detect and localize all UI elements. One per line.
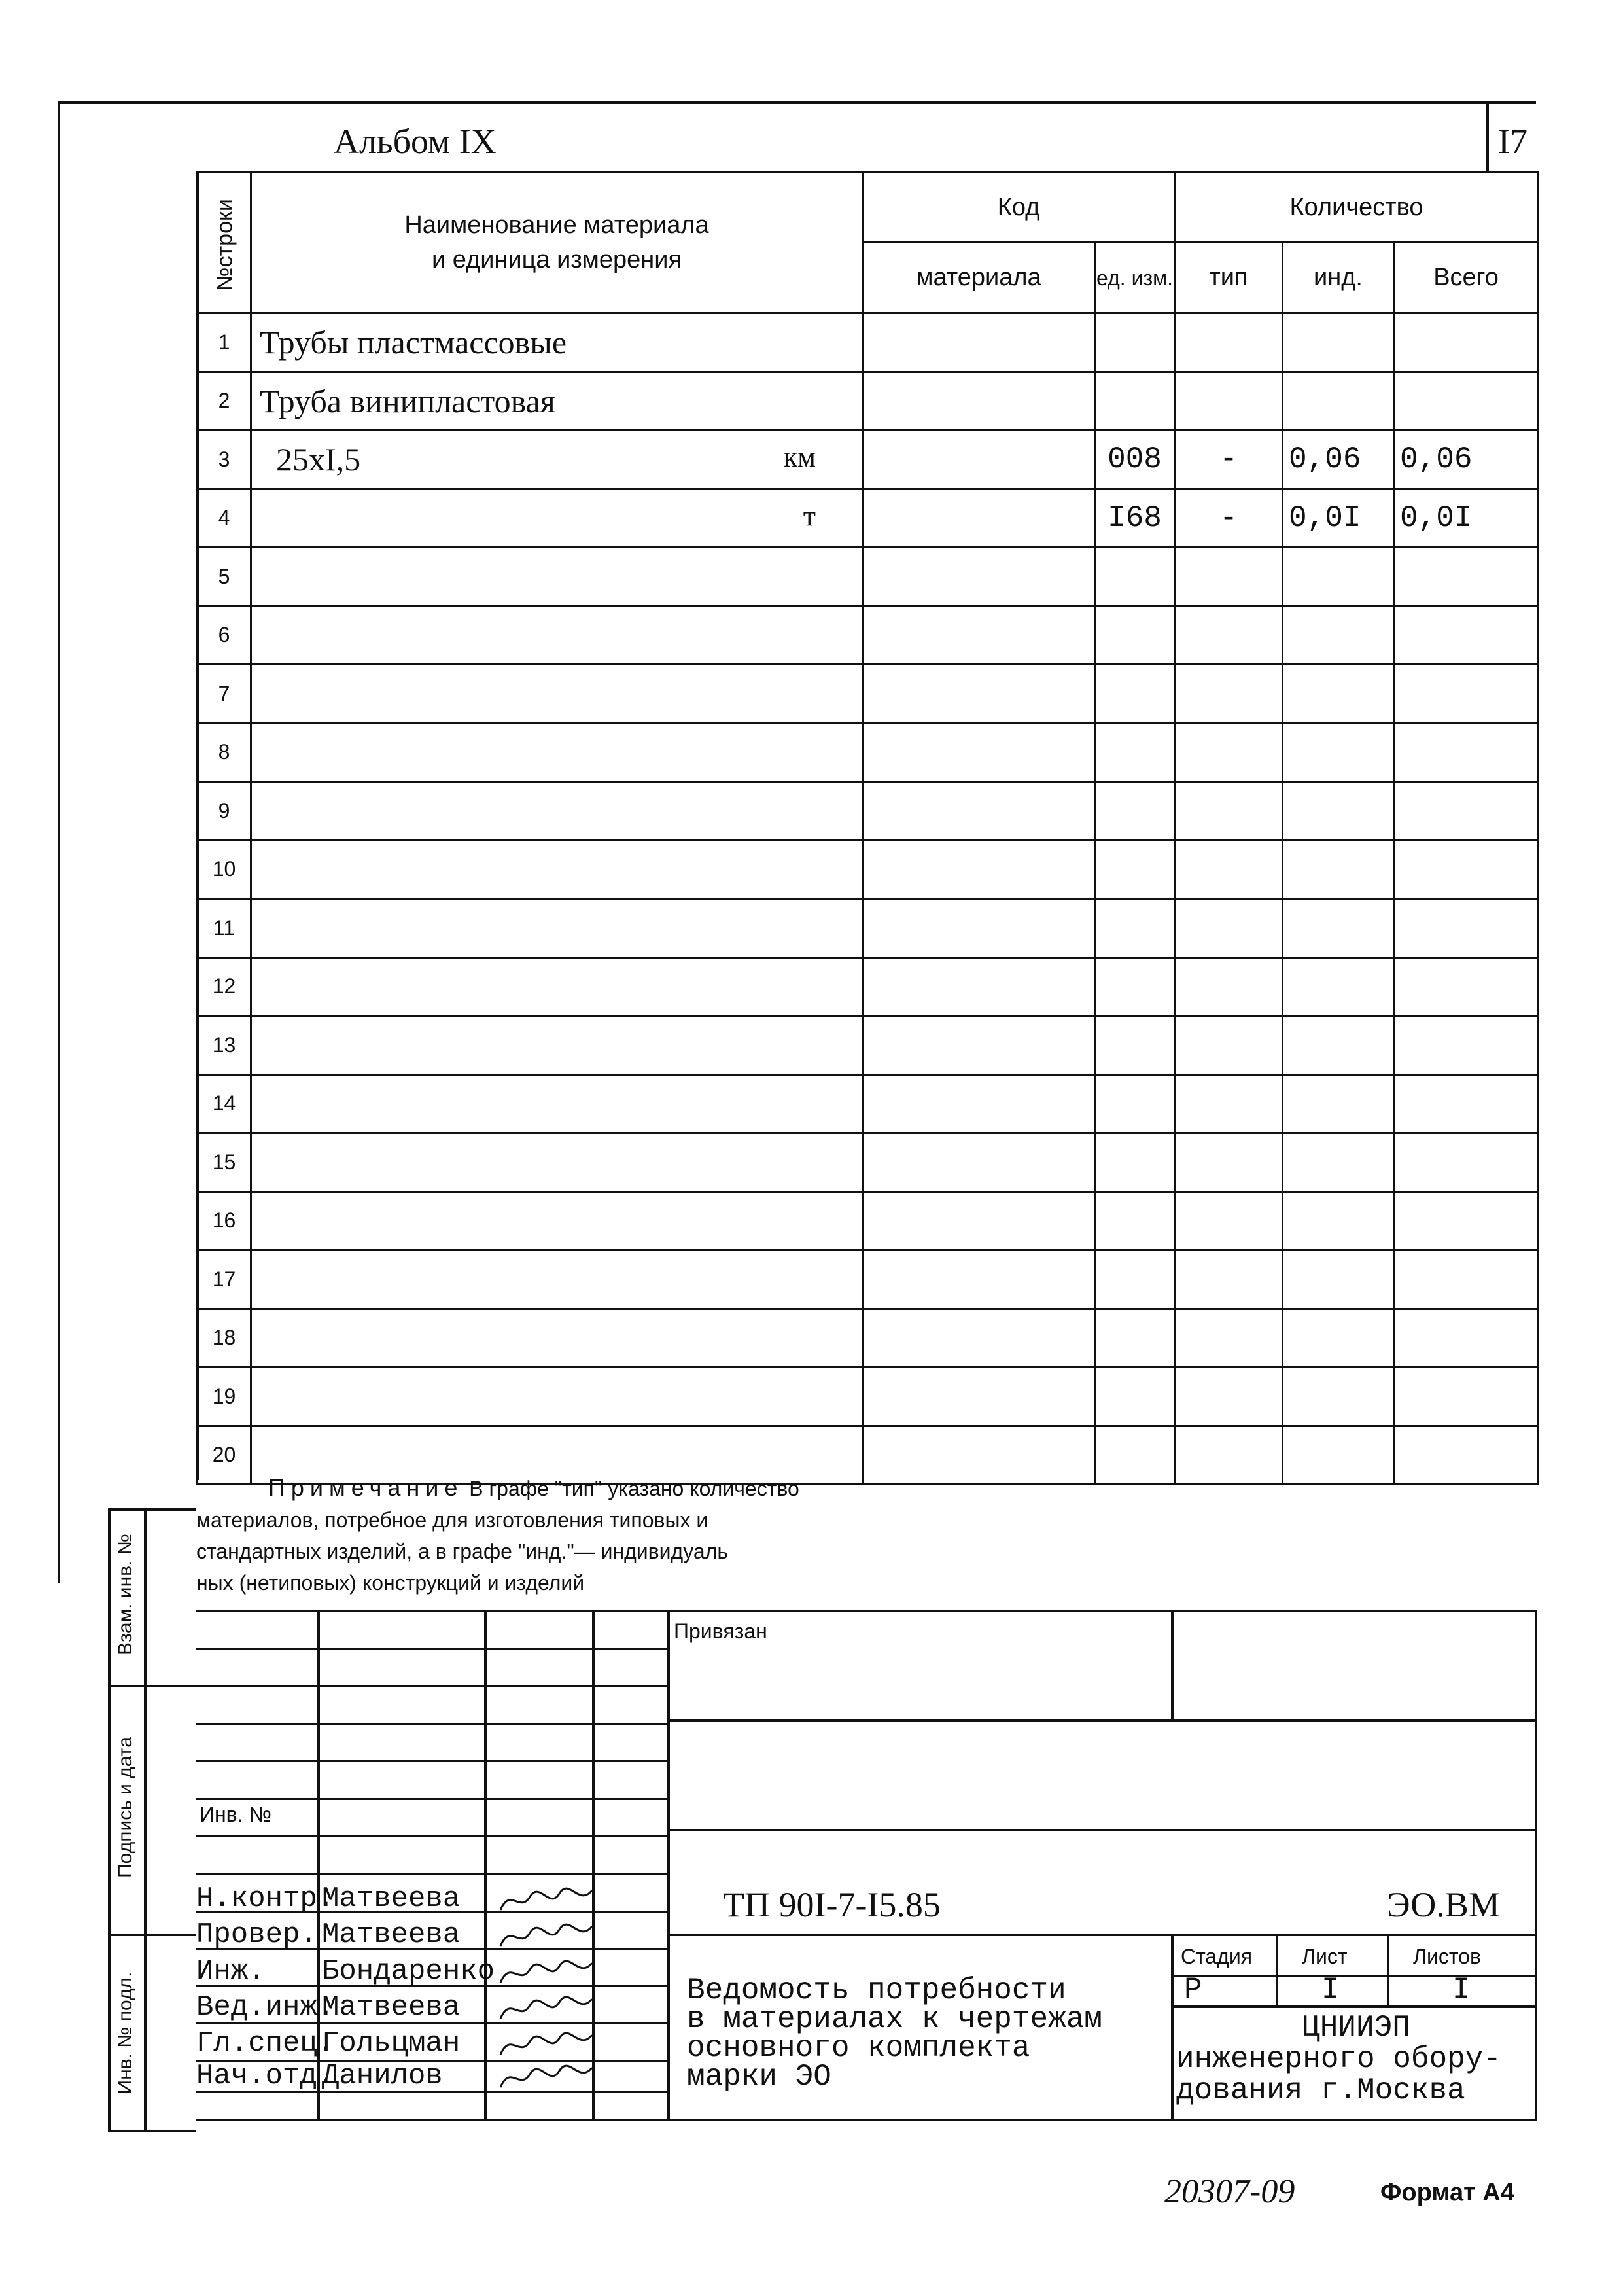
material-name-cell: [251, 1368, 863, 1426]
qty-type: -: [1175, 431, 1283, 489]
material-code: [863, 1250, 1095, 1309]
qty-type-header: тип: [1175, 243, 1283, 313]
material-code: [863, 782, 1095, 841]
qty-total: [1394, 723, 1539, 782]
doc-title: [687, 1973, 1102, 2094]
qty-ind: [1283, 1016, 1394, 1075]
qty-total: [1394, 1368, 1539, 1426]
qty-ind: [1283, 1192, 1394, 1250]
tb-h-1: [667, 1719, 1536, 1722]
signature-mark: [497, 2061, 595, 2094]
signature-mark: [497, 2028, 595, 2061]
material-code: [863, 957, 1095, 1016]
qty-total: [1394, 606, 1539, 665]
row-number: 11: [198, 899, 251, 958]
note-line-3: стандартных изделий, а в графе "инд."— индивидуаль: [196, 1540, 728, 1563]
sg-h-5: [196, 1798, 667, 1800]
doc-title-line4: марки ЭО: [687, 2060, 831, 2094]
material-code: [863, 489, 1095, 548]
row-number: 7: [198, 665, 251, 724]
signer-name: Матвеева: [322, 1918, 461, 1951]
unit-code: [1095, 606, 1175, 665]
unit-code: I68: [1095, 489, 1175, 548]
code-header: Код: [863, 173, 1175, 243]
name-header-line2: и единица измерения: [431, 246, 682, 274]
material-name-cell: [251, 723, 863, 782]
material-name-cell: [251, 1016, 863, 1075]
side-label-vzam: Взам. инв. №: [114, 1534, 136, 1655]
qty-total: [1394, 1309, 1539, 1368]
material-code: [863, 548, 1095, 607]
qty-ind: [1283, 665, 1394, 724]
material-name-cell: [251, 372, 863, 431]
signature-mark: [497, 1920, 595, 1952]
qty-ind: [1283, 840, 1394, 899]
tb-h-5: [1171, 2005, 1536, 2008]
quantity-header: Количество: [1175, 173, 1539, 243]
doc-title-line1: Ведомость потребности: [687, 1973, 1066, 2007]
unit-code: [1095, 548, 1175, 607]
row-number: 13: [198, 1016, 251, 1075]
format-label: Формат А4: [1380, 2179, 1514, 2206]
unit-code: [1095, 782, 1175, 841]
table-row: [198, 1074, 1539, 1133]
row-number: 5: [198, 548, 251, 607]
signer-role: Н.контр.: [196, 1882, 335, 1915]
material-name: 25xI,5: [260, 441, 361, 478]
qty-type: -: [1175, 489, 1283, 548]
qty-ind-header: инд.: [1283, 243, 1394, 313]
side-label-podpis: Подпись и дата: [114, 1737, 136, 1878]
stamp-div-2: [108, 1685, 196, 1687]
tb-h-3: [667, 1934, 1536, 1936]
row-number: 19: [198, 1368, 251, 1426]
row-number: 16: [198, 1192, 251, 1250]
qty-ind: 0,06: [1283, 431, 1394, 489]
tb-top: [196, 1610, 1537, 1612]
signer-role: Инж.: [196, 1955, 266, 1988]
row-number: 1: [198, 313, 251, 372]
material-name-cell: [251, 665, 863, 724]
tb-h-2: [667, 1829, 1536, 1831]
qty-type: [1175, 372, 1283, 431]
material-name-cell: [251, 489, 863, 548]
frame-top: [58, 101, 1536, 104]
qty-ind: [1283, 1250, 1394, 1309]
qty-total: [1394, 782, 1539, 841]
material-name-cell: [251, 1309, 863, 1368]
sg-h-3: [196, 1723, 667, 1725]
material-name-cell: [251, 1133, 863, 1192]
signature-mark: [497, 1992, 595, 2025]
qty-ind: [1283, 548, 1394, 607]
stamp-div-3: [108, 1934, 196, 1936]
qty-total: [1394, 313, 1539, 372]
qty-type: [1175, 1133, 1283, 1192]
signer-name: Бондаренко: [322, 1955, 495, 1988]
qty-total: [1394, 1074, 1539, 1133]
qty-type: [1175, 1309, 1283, 1368]
qty-total: [1394, 957, 1539, 1016]
unit-code: [1095, 1309, 1175, 1368]
row-number: 15: [198, 1133, 251, 1192]
unit-code: [1095, 372, 1175, 431]
material-name-cell: [251, 1074, 863, 1133]
qty-ind: [1283, 723, 1394, 782]
table-row: [198, 840, 1539, 899]
row-number: 17: [198, 1250, 251, 1309]
qty-total: [1394, 899, 1539, 958]
qty-ind: [1283, 957, 1394, 1016]
org-line1: ЦНИИЭП: [1302, 2011, 1410, 2045]
qty-type: [1175, 606, 1283, 665]
table-row: [198, 782, 1539, 841]
qty-type: [1175, 899, 1283, 958]
qty-ind: [1283, 372, 1394, 431]
qty-total: [1394, 1250, 1539, 1309]
signer-role: Нач.отд.: [196, 2060, 335, 2093]
row-number: 10: [198, 840, 251, 899]
signer-name: Гольцман: [322, 2027, 461, 2060]
qty-type: [1175, 1250, 1283, 1309]
code-material-header: материала: [863, 243, 1095, 313]
row-number: 18: [198, 1309, 251, 1368]
row-number: 9: [198, 782, 251, 841]
unit-code: 008: [1095, 431, 1175, 489]
tb-vert-4: [1276, 1934, 1278, 2007]
material-name-cell: [251, 431, 863, 489]
name-header-cell: [251, 173, 863, 313]
qty-total: [1394, 1192, 1539, 1250]
signer-name: Данилов: [322, 2060, 443, 2093]
doc-code: ТП 90I-7-I5.85: [723, 1885, 941, 1924]
table-row: [198, 1192, 1539, 1250]
material-code: [863, 723, 1095, 782]
qty-type: [1175, 723, 1283, 782]
qty-ind: [1283, 1368, 1394, 1426]
unit-code: [1095, 1133, 1175, 1192]
qty-ind: 0,0I: [1283, 489, 1394, 548]
qty-ind: [1283, 1074, 1394, 1133]
row-number: 3: [198, 431, 251, 489]
stage-value: Р: [1184, 1973, 1202, 2007]
material-name-cell: [251, 313, 863, 372]
material-name-cell: [251, 606, 863, 665]
qty-total: [1394, 372, 1539, 431]
material-code: [863, 1133, 1095, 1192]
table-row: [198, 1133, 1539, 1192]
tb-bottom: [196, 2119, 1537, 2121]
qty-ind: [1283, 1133, 1394, 1192]
qty-total: 0,06: [1394, 431, 1539, 489]
material-name-cell: [251, 957, 863, 1016]
material-name-cell: [251, 548, 863, 607]
org-line3: дования г.Москва: [1176, 2074, 1465, 2108]
tb-h-4: [1171, 1975, 1536, 1977]
signature-mark: [497, 1956, 595, 1989]
qty-type: [1175, 548, 1283, 607]
doc-mark: ЭО.ВМ: [1387, 1885, 1500, 1924]
page-number: I7: [1498, 122, 1527, 161]
unit-code: [1095, 1250, 1175, 1309]
doc-title-line2: в материалах к чертежам: [687, 2002, 1102, 2036]
qty-ind: [1283, 899, 1394, 958]
org-line2: инженерного обору-: [1176, 2042, 1501, 2076]
table-row: [198, 1250, 1539, 1309]
table-row: [198, 1016, 1539, 1075]
unit-code: [1095, 1368, 1175, 1426]
material-code: [863, 372, 1095, 431]
stamp-div-4: [108, 2130, 196, 2132]
row-number: 6: [198, 606, 251, 665]
table-row: [198, 548, 1539, 607]
stamp-col-left: [108, 1508, 111, 2130]
material-name-cell: [251, 899, 863, 958]
qty-type: [1175, 1016, 1283, 1075]
material-code: [863, 899, 1095, 958]
note-line-1: [196, 1472, 1308, 1504]
note-title: Примечание: [268, 1474, 464, 1501]
privyazan-label: Привязан: [674, 1619, 767, 1643]
frame-page-number-box: [1486, 101, 1489, 173]
tb-vert-5: [1387, 1934, 1389, 2007]
material-code: [863, 665, 1095, 724]
sg-h-6: [196, 1835, 667, 1837]
materials-table: [196, 171, 1539, 1485]
table-row: [198, 489, 1539, 548]
side-label-inv-podl: Инв. № подл.: [114, 1971, 136, 2094]
sg-h-4: [196, 1760, 667, 1762]
signer-name: Матвеева: [322, 1991, 461, 2024]
row-number-header: №строки: [212, 199, 237, 291]
qty-total: 0,0I: [1394, 489, 1539, 548]
qty-type: [1175, 957, 1283, 1016]
table-row: [198, 313, 1539, 372]
table-row: [198, 1309, 1539, 1368]
qty-ind: [1283, 1309, 1394, 1368]
material-code: [863, 606, 1095, 665]
unit-code: [1095, 1074, 1175, 1133]
unit-label: км: [783, 441, 816, 473]
qty-ind: [1283, 606, 1394, 665]
unit-code: [1095, 957, 1175, 1016]
unit-code: [1095, 665, 1175, 724]
qty-type: [1175, 840, 1283, 899]
material-name-cell: [251, 1192, 863, 1250]
sheets-value: I: [1452, 1973, 1471, 2007]
table-row: [198, 1368, 1539, 1426]
tb-vert-2: [1171, 1610, 1174, 1721]
table-row: [198, 606, 1539, 665]
qty-total: [1394, 548, 1539, 607]
sg-h-1: [196, 1648, 667, 1650]
unit-code: [1095, 723, 1175, 782]
code-unit-header: ед. изм.: [1095, 243, 1175, 313]
stamp-col-mid: [144, 1508, 147, 2130]
row-number: 2: [198, 372, 251, 431]
doc-title-line3: основного комплекта: [687, 2031, 1030, 2065]
material-code: [863, 1016, 1095, 1075]
material-name: Трубы пластмассовые: [260, 324, 567, 361]
handwritten-number: 20307-09: [1164, 2173, 1295, 2210]
row-number: 12: [198, 957, 251, 1016]
table-row: [198, 723, 1539, 782]
material-code: [863, 1192, 1095, 1250]
table-row: [198, 665, 1539, 724]
qty-type: [1175, 1192, 1283, 1250]
row-number: 4: [198, 489, 251, 548]
table-row: [198, 431, 1539, 489]
row-number-header-cell: [198, 173, 251, 313]
material-name-cell: [251, 1250, 863, 1309]
unit-code: [1095, 840, 1175, 899]
sg-h-2: [196, 1685, 667, 1687]
qty-ind: [1283, 782, 1394, 841]
qty-type: [1175, 1368, 1283, 1426]
tb-vert-3: [1171, 1934, 1174, 2120]
material-code: [863, 1309, 1095, 1368]
material-code: [863, 1074, 1095, 1133]
table-row: [198, 372, 1539, 431]
sheet-value: I: [1321, 1973, 1340, 2007]
qty-total: [1394, 1016, 1539, 1075]
material-code: [863, 1368, 1095, 1426]
unit-code: [1095, 313, 1175, 372]
qty-ind: [1283, 313, 1394, 372]
row-number: 20: [198, 1426, 251, 1485]
signer-role: Провер.: [196, 1918, 317, 1951]
signer-name: Матвеева: [322, 1882, 461, 1915]
qty-total: [1394, 840, 1539, 899]
sg-h-7: [196, 1873, 667, 1875]
qty-total: [1394, 1426, 1539, 1485]
unit-code: [1095, 1192, 1175, 1250]
material-name-cell: [251, 782, 863, 841]
row-number: 8: [198, 723, 251, 782]
unit-label: т: [803, 499, 816, 532]
signature-mark: [497, 1884, 595, 1916]
qty-type: [1175, 1074, 1283, 1133]
material-code: [863, 840, 1095, 899]
frame-left: [58, 101, 60, 1583]
album-label: Альбом IX: [334, 122, 497, 161]
note-block: [196, 1472, 1308, 1598]
material-name-cell: [251, 840, 863, 899]
signer-role: Вед.инж.: [196, 1991, 335, 2024]
qty-total-header: Всего: [1394, 243, 1539, 313]
qty-type: [1175, 313, 1283, 372]
note-text-1: В графе "тип" указано количество: [469, 1477, 799, 1500]
signer-role: Гл.спец.: [196, 2027, 335, 2060]
sheets-label: Листов: [1413, 1945, 1481, 1968]
material-code: [863, 431, 1095, 489]
inv-no-label: Инв. №: [200, 1803, 271, 1826]
material-name: Труба винипластовая: [260, 382, 555, 419]
row-number: 14: [198, 1074, 251, 1133]
qty-total: [1394, 665, 1539, 724]
unit-code: [1095, 899, 1175, 958]
qty-type: [1175, 665, 1283, 724]
organization: [1176, 2012, 1536, 2106]
qty-type: [1175, 782, 1283, 841]
name-header-line1: Наименование материала: [404, 211, 709, 239]
stage-label: Стадия: [1181, 1945, 1253, 1968]
note-line-4: ных (нетиповых) конструкций и изделий: [196, 1571, 585, 1595]
material-code: [863, 313, 1095, 372]
sheet-label: Лист: [1302, 1945, 1348, 1968]
qty-total: [1394, 1133, 1539, 1192]
table-row: [198, 957, 1539, 1016]
unit-code: [1095, 1016, 1175, 1075]
note-line-2: материалов, потребное для изготовления типовых и: [196, 1508, 708, 1532]
tb-vert-1: [667, 1610, 670, 2120]
table-row: [198, 899, 1539, 958]
